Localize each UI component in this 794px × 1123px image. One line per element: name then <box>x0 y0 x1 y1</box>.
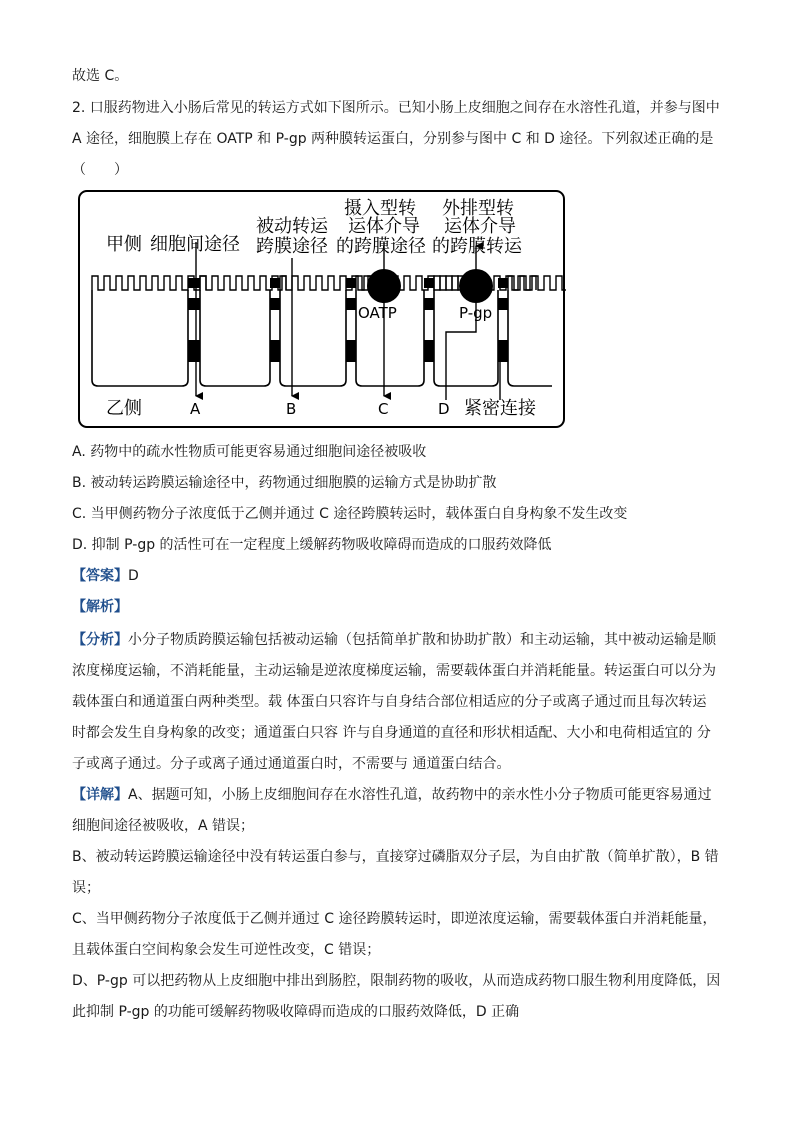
pgp-label: P-gp <box>459 304 493 322</box>
answer-tag: 【答案】 <box>72 568 128 584</box>
side-bottom-label: 乙侧 <box>106 398 142 419</box>
analysis-heading <box>72 597 128 617</box>
answer-line <box>72 566 139 586</box>
route-d-letter: D <box>438 400 450 418</box>
side-top-label: 甲侧 <box>106 234 142 255</box>
route-c-label-1: 摄入型转 <box>344 198 416 219</box>
option-b: B. 被动转运跨膜运输途径中，药物通过细胞膜的运输方式是协助扩散 <box>72 475 497 491</box>
route-a-letter: A <box>190 400 201 418</box>
detail-line-6: 且载体蛋白空间构象会发生可逆性改变，C 错误； <box>72 942 381 958</box>
detail-line-8: 此抑制 P-gp 的功能可缓解药物吸收障碍而造成的口服药效降低，D 正确 <box>72 1004 520 1020</box>
analysis-line-4: 时都会发生自身构象的改变；通道蛋白只容 许与自身通道的直径和形状相适配、大小和电荷相适宜的 分 <box>72 725 711 741</box>
intestinal-transport-figure <box>78 190 566 430</box>
route-b-letter: B <box>286 400 297 418</box>
option-a: A. 药物中的疏水性物质可能更容易通过细胞间途径被吸收 <box>72 444 427 460</box>
route-b-label-1: 被动转运 <box>256 216 328 237</box>
answer-value: D <box>128 568 139 584</box>
route-d-label-2: 运体介导 <box>444 216 516 237</box>
route-c-letter: C <box>378 400 389 418</box>
analysis-line-3: 载体蛋白和通道蛋白两种类型。载 体蛋白只容许与自身结合部位相适应的分子或离子通过而且每次转运 <box>72 694 707 710</box>
route-b-label-2: 跨膜途径 <box>256 236 328 257</box>
detail-line-4: 误； <box>72 880 100 896</box>
answer-bracket: （ ） <box>72 162 128 178</box>
detail-line-3: B、被动转运跨膜运输途径中没有转运蛋白参与，直接穿过磷脂双分子层，为自由扩散（简单扩散），B 错 <box>72 849 719 865</box>
analysis-line-1: 【分析】小分子物质跨膜运输包括被动运输（包括简单扩散和协助扩散）和主动运输，其中被动运输是顺 <box>72 632 716 648</box>
analysis-tag: 【解析】 <box>72 599 128 615</box>
route-d-label-3: 的跨膜转运 <box>432 236 522 257</box>
route-c-label-2: 运体介导 <box>348 216 420 237</box>
detail-line-1: 【详解】A、据题可知，小肠上皮细胞间存在水溶性孔道，故药物中的亲水性小分子物质可能更容易通过 <box>72 787 712 803</box>
analysis-sub-tag: 【分析】 <box>72 632 128 648</box>
option-d: D. 抑制 P-gp 的活性可在一定程度上缓解药物吸收障碍而造成的口服药效降低 <box>72 537 552 553</box>
analysis-line-2: 浓度梯度运输，不消耗能量，主动运输是逆浓度梯度运输，需要载体蛋白并消耗能量。转运蛋白可以分为 <box>72 663 716 679</box>
tight-junction-label: 紧密连接 <box>464 398 536 419</box>
route-d-label-1: 外排型转 <box>442 198 514 219</box>
detail-line-2: 细胞间途径被吸收，A 错误； <box>72 818 255 834</box>
previous-answer-line: 故选 C。 <box>72 68 129 84</box>
detail-line-5: C、当甲侧药物分子浓度低于乙侧并通过 C 途径跨膜转运时，即逆浓度运输，需要载体蛋白并消耗能量， <box>72 911 717 927</box>
option-c: C. 当甲侧药物分子浓度低于乙侧并通过 C 途径跨膜转运时，载体蛋白自身构象不发生改变 <box>72 506 628 522</box>
analysis-line-5: 子或离子通过。分子或离子通过通道蛋白时，不需要与 通道蛋白结合。 <box>72 756 511 772</box>
detail-line-7: D、P-gp 可以把药物从上皮细胞中排出到肠腔，限制药物的吸收，从而造成药物口服生物利用度降低，因 <box>72 973 721 989</box>
question-stem-line-2: A 途径，细胞膜上存在 OATP 和 P-gp 两种膜转运蛋白，分别参与图中 C 和 D 途径。下列叙述正确的是 <box>72 131 714 147</box>
oatp-label: OATP <box>358 304 397 322</box>
route-c-label-3: 的跨膜途径 <box>336 236 426 257</box>
route-a-label: 细胞间途径 <box>150 234 240 255</box>
detail-tag: 【详解】 <box>72 787 128 803</box>
question-stem-line-1: 2. 口服药物进入小肠后常见的转运方式如下图所示。已知小肠上皮细胞之间存在水溶性孔道，并参与图中 <box>72 100 720 116</box>
